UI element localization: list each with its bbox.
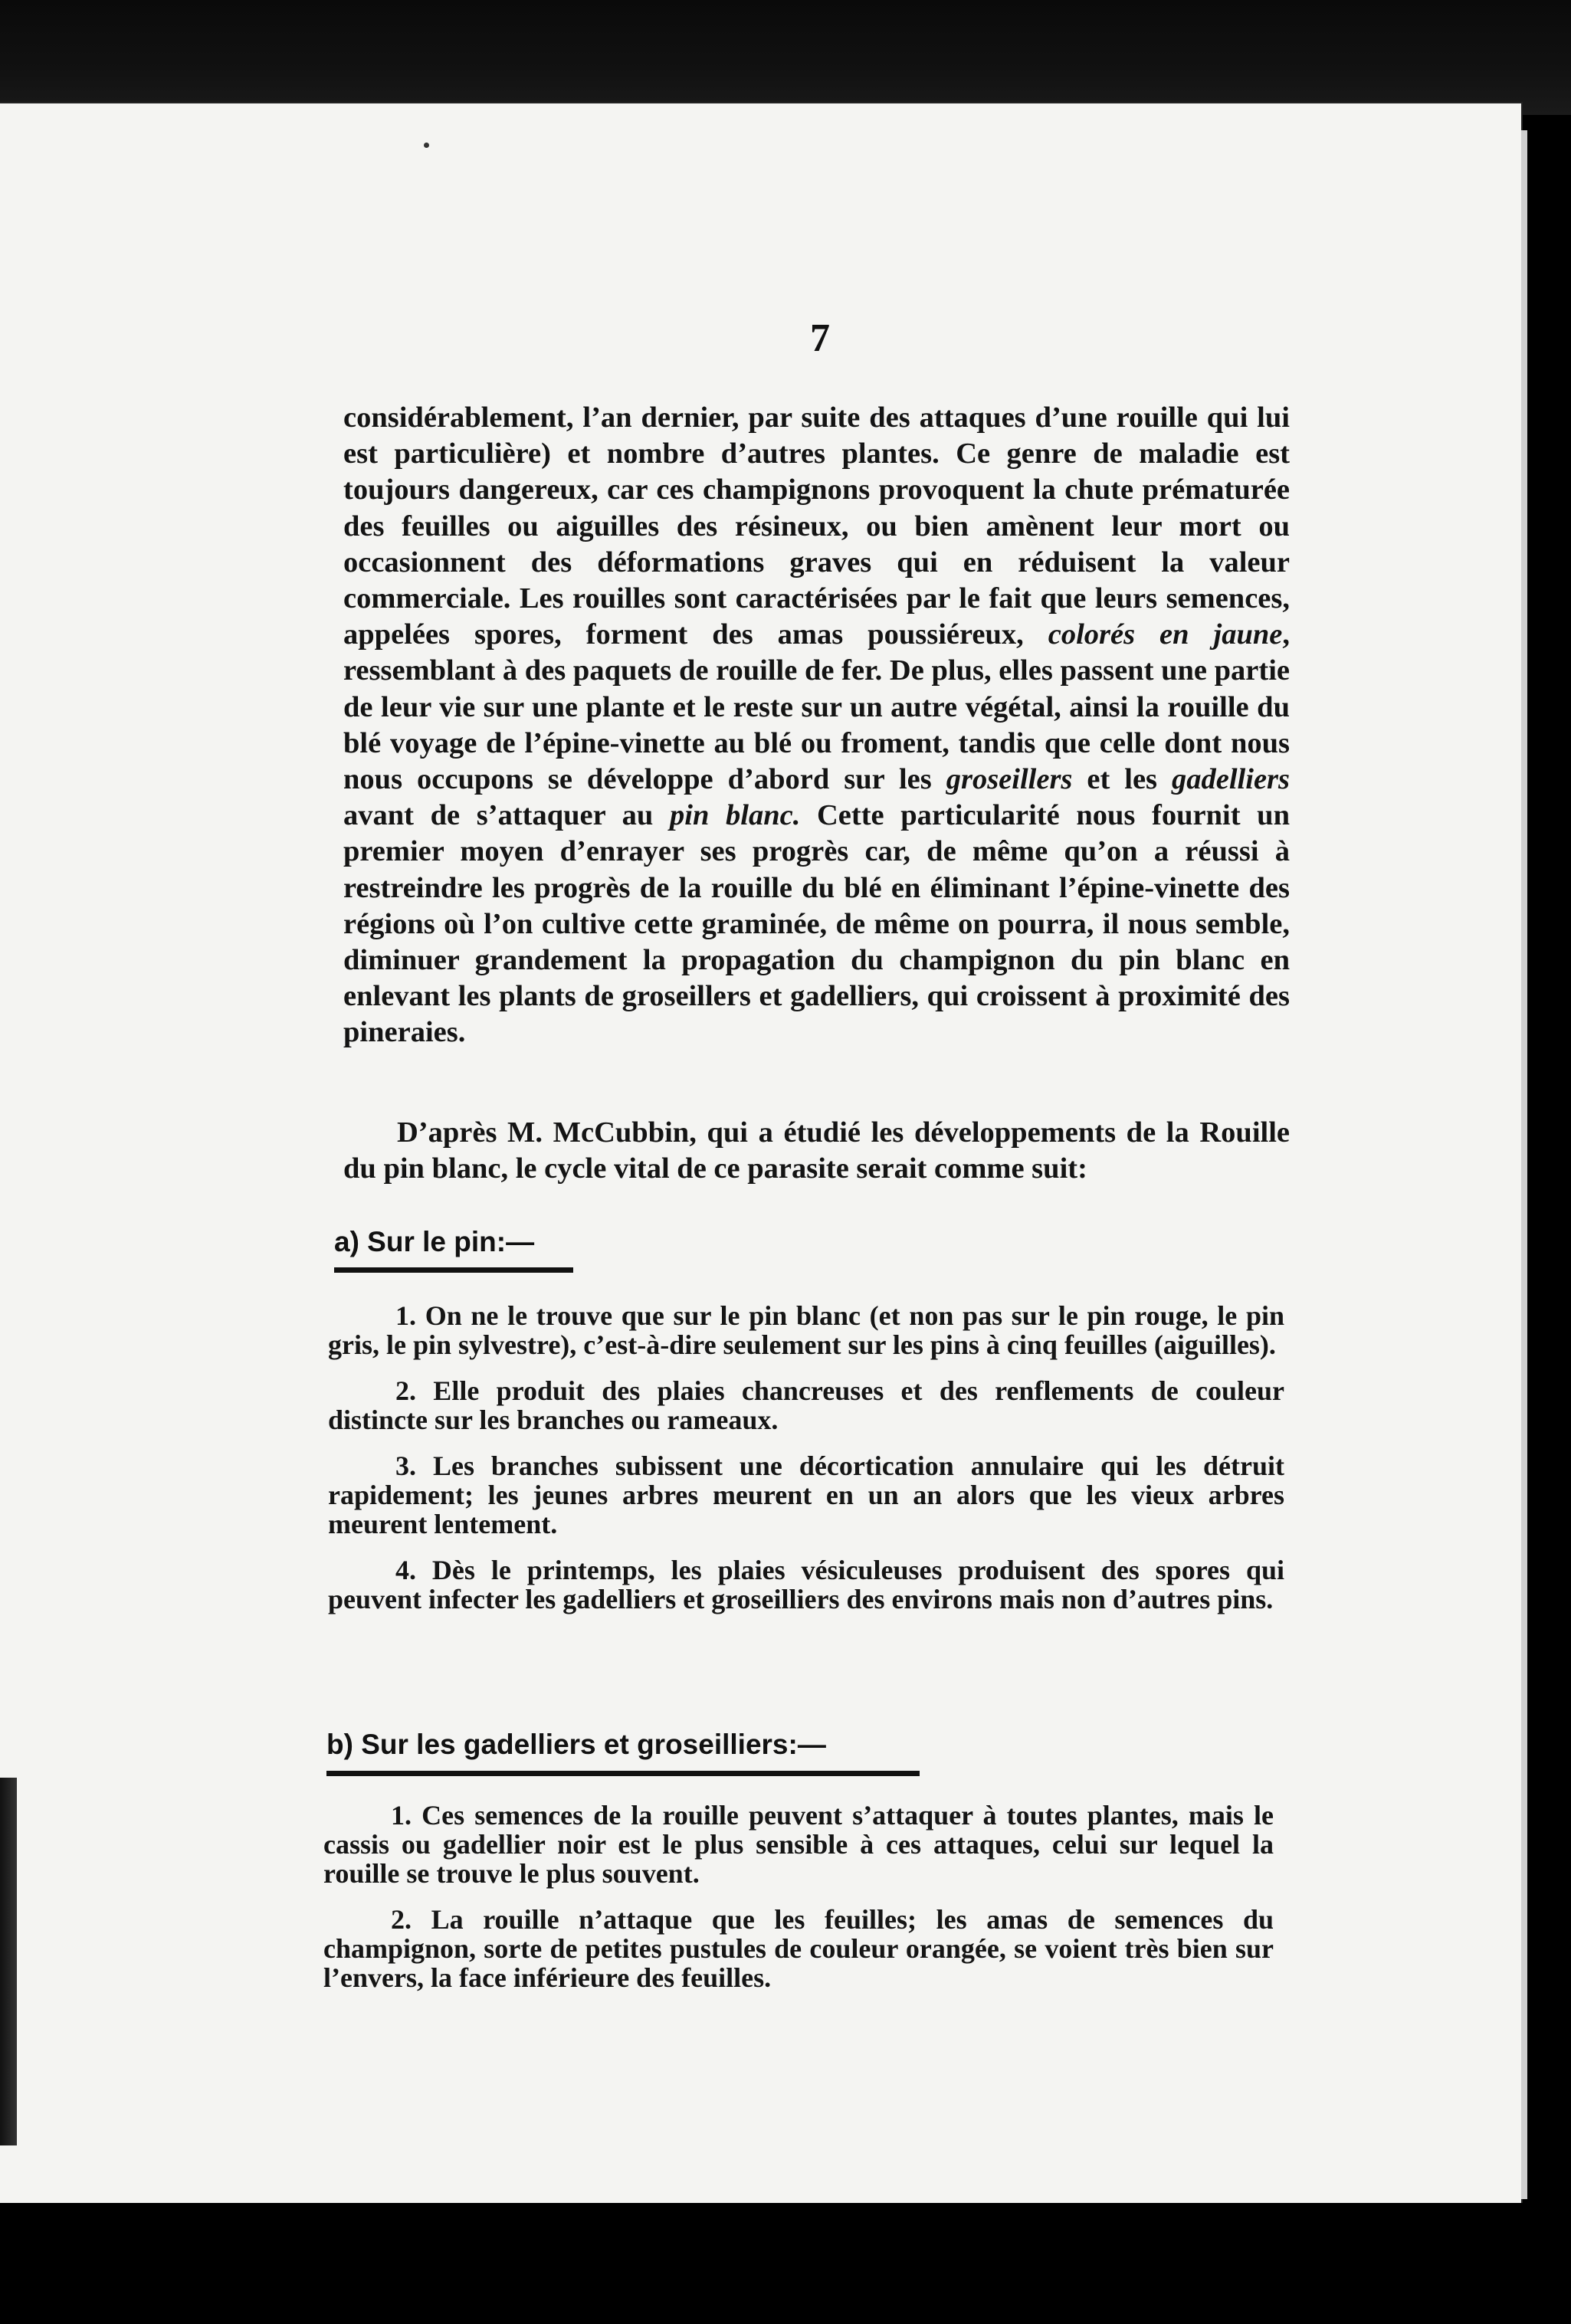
- paragraph-text: Cette particularité nous fournit un premier moyen d’enrayer ses progrès car, de même qu’on a réussi à restreindre les progrès de la rouille du blé en éliminant l’épine-vinette des régions où l’on cultive cette graminée, de même on pourra, il nous semble, diminuer grandement la propagation du champignon du pin blanc en enlevant les plants de groseillers et gadelliers, qui croissent à proximité des pineraies.: [343, 799, 1290, 1049]
- list-item: 3. Les branches subissent une décortication annulaire qui les détruit rapidement; les jeunes arbres meurent en un an alors que les vieux arbres meurent lentement.: [328, 1450, 1284, 1539]
- scan-background-top: [0, 0, 1571, 115]
- page-edge: [1521, 130, 1527, 2199]
- paragraph-mccubbin: D’après M. McCubbin, qui a étudié les développements de la Rouille du pin blanc, le cycle vital de ce parasite serait comme suit:: [343, 1116, 1290, 1185]
- ink-speck: [424, 143, 429, 148]
- list-item: 4. Dès le printemps, les plaies vésiculeuses produisent des spores qui peuvent infecter les gadelliers et groseilliers des environs mais non d’autres pins.: [328, 1555, 1284, 1614]
- emphasis-colores-en-jaune: colorés en jaune: [1048, 618, 1283, 651]
- list-gadelliers-groseilliers: [323, 1801, 1274, 2009]
- page-number: 7: [810, 316, 830, 360]
- list-item: 1. Ces semences de la rouille peuvent s’attaquer à toutes plantes, mais le cassis ou gadellier noir est le plus sensible à ces attaques, celui sur lequel la rouille se trouve le plus souvent.: [323, 1800, 1274, 1889]
- paragraph-text: et les: [1072, 763, 1173, 796]
- list-item: 2. La rouille n’attaque que les feuilles; les amas de semences du champignon, sorte de petites pustules de couleur orangée, se voient très bien sur l’envers, la face inférieure des feuilles.: [323, 1904, 1274, 1993]
- list-sur-le-pin: [328, 1301, 1284, 1631]
- emphasis-gadelliers: gadelliers: [1172, 763, 1290, 796]
- heading-underline: [334, 1267, 573, 1273]
- paragraph-text: considérablement, l’an dernier, par suite des attaques d’une rouille qui lui est particulière) et nombre d’autres plantes. Ce genre de maladie est toujours dangereux, car ces champignons provoquent la chute prématurée des feuilles ou aiguilles des résineux, ou bien amènent leur mort ou occasionnent des déformations graves qui en réduisent la valeur commerciale. Les rouilles sont caractérisées par le fait que leurs semences, appelées spores, forment des amas poussiéreux,: [343, 402, 1290, 651]
- paragraph-main: [343, 400, 1290, 1051]
- section-heading-sur-le-pin: a) Sur le pin:—: [334, 1226, 535, 1257]
- list-item: 1. On ne le trouve que sur le pin blanc (et non pas sur le pin rouge, le pin gris, le pin sylvestre), c’est-à-dire seulement sur les pins à cinq feuilles (aiguilles).: [328, 1300, 1284, 1360]
- emphasis-groseillers: groseillers: [946, 763, 1073, 796]
- paragraph-text: , ressemblant à des paquets de rouille de fer. De plus, elles passent une partie de leur vie sur une plante et le reste sur un autre végétal, ainsi la rouille du blé voyage de l’épine-vinette au blé ou froment, tandis que celle dont nous nous occupons se développe d’abord sur les: [343, 618, 1290, 796]
- scan-background-bottom: [0, 2203, 1571, 2324]
- section-heading-gadelliers-groseilliers: b) Sur les gadelliers et groseilliers:—: [326, 1729, 826, 1760]
- list-item: 2. Elle produit des plaies chancreuses et des renflements de couleur distincte sur les branches ou rameaux.: [328, 1375, 1284, 1435]
- paragraph-text: avant de s’attaquer au: [343, 799, 670, 832]
- binding-shadow: [0, 1778, 17, 2145]
- heading-underline: [326, 1771, 920, 1776]
- emphasis-pin-blanc: pin blanc.: [670, 799, 801, 832]
